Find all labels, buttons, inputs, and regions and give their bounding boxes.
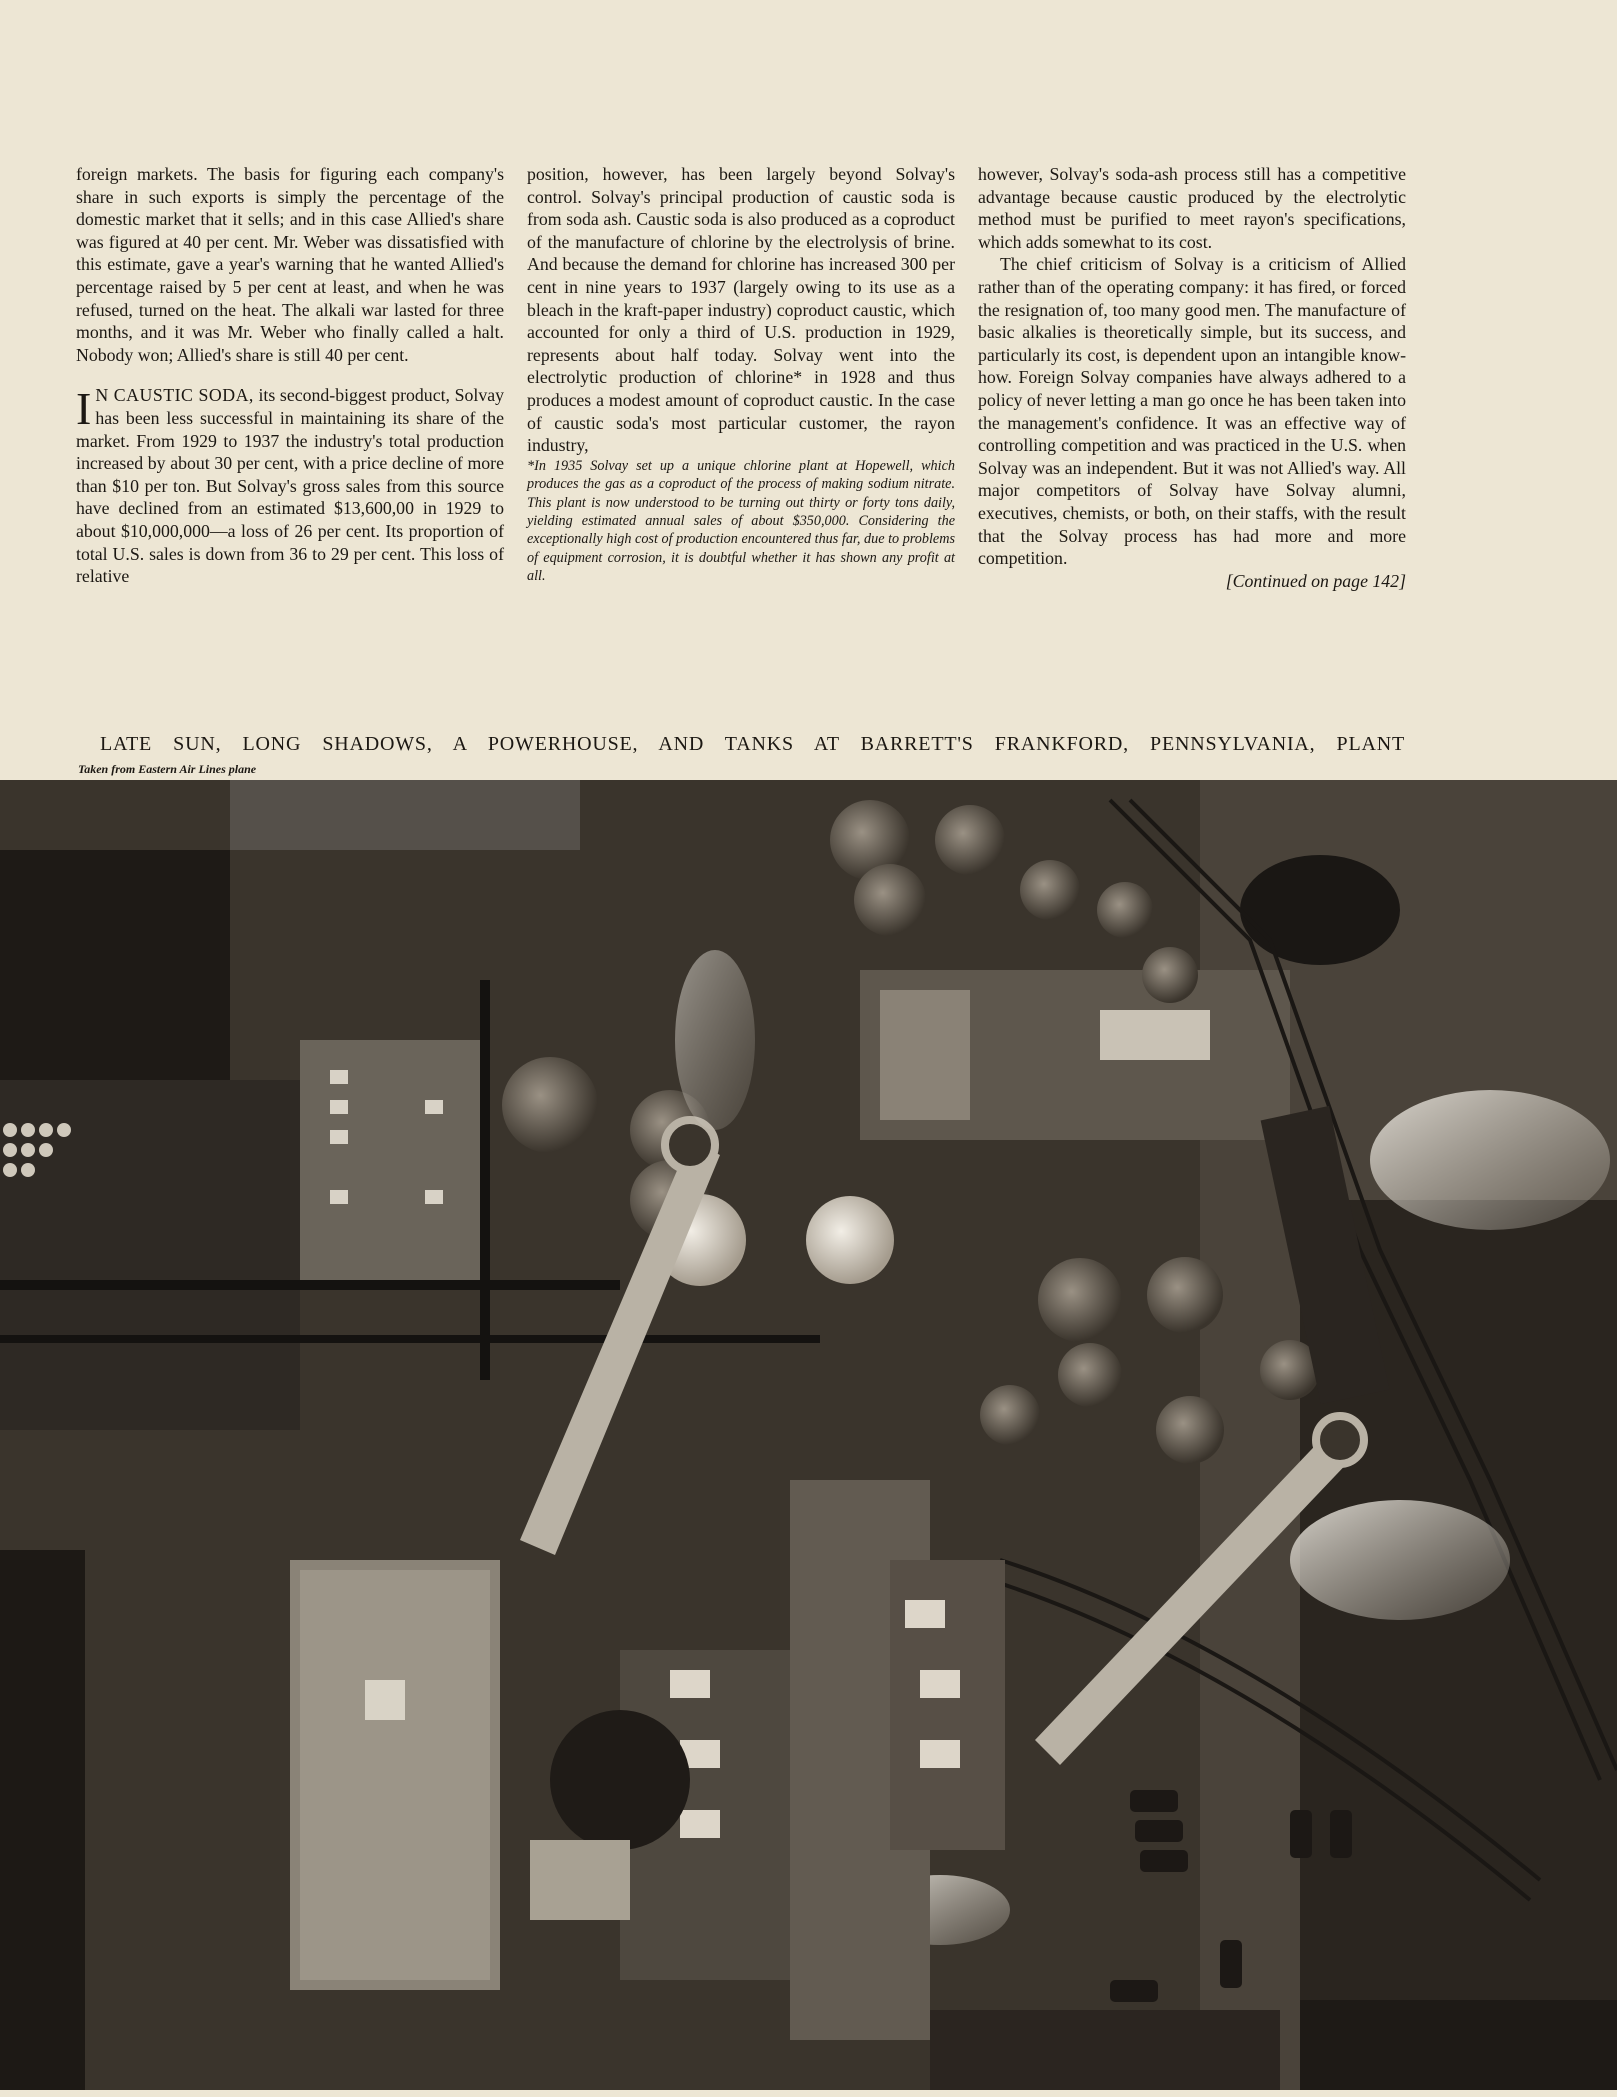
- paragraph: however, Solvay's soda-ash process still has a competitive advantage because caustic produced by the electrolytic method must be purified to meet rayon's specifications, which adds somewhat to its cost.: [978, 164, 1406, 252]
- paragraph-text: its second-biggest product, Solvay has been less successful in maintaining its share of the market. From 1929 to 1937 the industry's total production increased by about 30 per cent, with a price decline of more than $10 per ton. But Solvay's gross sales from this source have declined from an estimated $13,600,00 in 1929 to about $10,000,000—a loss of 26 per cent. Its proportion of total U.S. sales is down from 36 to 29 per cent. This loss of relative: [76, 385, 504, 587]
- drop-cap: I: [76, 383, 92, 435]
- paragraph: The chief criticism of Solvay is a criticism of Allied rather than of the operating company: it has fired, or forced the resignation of, too many good men. The manufacture of basic alkalies is theoretically simple, but its success, and particularly its cost, is dependent upon an intangible know-how. Foreign Solvay companies have always adhered to a policy of never letting a man go once he has been taken into the management's confidence. It was an effective way of controlling competition and was practiced in the U.S. when Solvay was an independent. But it was not Allied's way. All major competitors of Solvay have Solvay alumni, executives, chemists, or both, on their staffs, with the result that the Solvay process has had more and more competition.: [978, 254, 1406, 569]
- photo-caption: LATE SUN, LONG SHADOWS, A POWERHOUSE, AND TANKS AT BARRETT'S FRANKFORD, PENNSYLVANIA, PLANT: [100, 733, 1405, 755]
- aerial-plant-illustration: [0, 780, 1617, 2090]
- paragraph-caustic-soda: [76, 384, 504, 587]
- run-in-heading: N CAUSTIC SODA,: [95, 385, 254, 406]
- paragraph: position, however, has been largely beyond Solvay's control. Solvay's principal production of caustic soda is from soda ash. Caustic soda is also produced as a coproduct of the manufacture of chlorine by the electrolysis of brine. And because the demand for chlorine has increased 300 per cent in nine years to 1937 (largely owing to its use as a bleach in the kraft-paper industry) coproduct caustic, which accounted for only a third of U.S. production in 1929, represents about half today. Solvay went into the electrolytic production of chlorine* in 1928 and thus produces a modest amount of coproduct caustic. In the case of caustic soda's most particular customer, the rayon industry,: [527, 164, 955, 456]
- column-1: [76, 163, 504, 723]
- column-3: [978, 163, 1406, 723]
- paragraph: foreign markets. The basis for figuring each company's share in such exports is simply the percentage of the domestic market that it sells; and in this case Allied's share was figured at 40 per cent. Mr. Weber was dissatisfied with this estimate, gave a year's warning that he wanted Allied's percentage raised by 5 per cent at least, and when he was refused, turned on the heat. The alkali war lasted for three months, and it was Mr. Weber who finally called a halt. Nobody won; Allied's share is still 40 per cent.: [76, 164, 504, 365]
- article-columns: [76, 163, 1406, 723]
- aerial-photo: [0, 780, 1617, 2090]
- continued-note: [Continued on page 142]: [1225, 570, 1406, 591]
- photo-credit: Taken from Eastern Air Lines plane: [78, 762, 257, 776]
- column-2: [527, 163, 955, 723]
- footnote: *In 1935 Solvay set up a unique chlorine plant at Hopewell, which produces the gas as a coproduct of the process of making sodium nitrate. This plant is now understood to be turning out thirty or forty tons daily, yielding estimated annual sales of about $350,000. Considering the exceptionally high cost of production encountered thus far, due to problems of equipment corrosion, it is doubtful whether it has shown any profit at all.: [527, 457, 955, 585]
